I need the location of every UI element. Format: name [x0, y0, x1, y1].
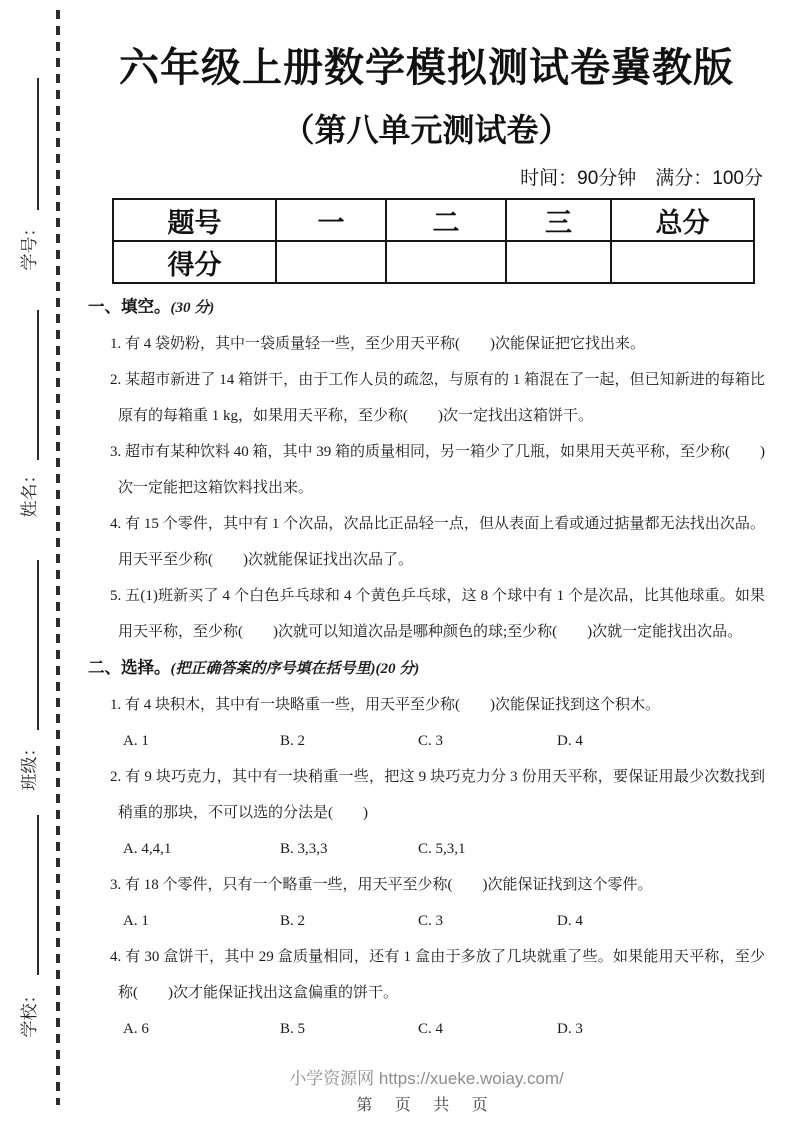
section-heading-label: 二、选择。 — [88, 659, 171, 677]
section-heading-note: (把正确答案的序号填在括号里)(20 分) — [170, 661, 420, 677]
question-text: 4. 有 30 盒饼干，其中 29 盒质量相同，还有 1 盒由于多放了几块就重了些。如果能用天平称，至少称( )次才能保证找出这盒偏重的饼干。 — [110, 949, 765, 1001]
option-item: A. 6 — [123, 1021, 149, 1037]
option-item: B. 3,3,3 — [280, 841, 328, 857]
label-class: 班级： — [19, 739, 39, 791]
question-text: 2. 某超市新进了 14 箱饼干，由于工作人员的疏忽，与原有的 1 箱混在了一起，但已知新进的每箱比原有的每箱重 1 kg，如果用天平称，至少称( )次一定找出这箱饼干。 — [110, 372, 765, 424]
score-table-header-cell: 题号 — [113, 199, 276, 241]
section-fill-blanks — [88, 289, 765, 650]
page-footer — [88, 1064, 765, 1115]
score-table-header-cell: 一 — [276, 199, 386, 241]
footer-page-info: 第 页 共 页 — [356, 1097, 497, 1114]
page-title: 六年级上册数学模拟测试卷冀教版 — [119, 46, 734, 90]
option-item: A. 4,4,1 — [123, 841, 172, 857]
option-item: B. 5 — [280, 1021, 306, 1037]
option-item: A. 1 — [123, 733, 149, 749]
choice-question — [88, 939, 765, 1047]
paper-content — [88, 0, 765, 1047]
score-cell — [276, 241, 386, 283]
binding-strip — [0, 0, 70, 1122]
question-text: 3. 有 18 个零件，只有一个略重一些，用天平至少称( )次能保证找到这个零件。 — [110, 877, 653, 893]
score-table — [112, 198, 755, 284]
score-table-score-row — [113, 241, 754, 283]
question-text: 5. 五(1)班新买了 4 个白色乒乓球和 4 个黄色乒乓球，这 8 个球中有 1 个是次品，比其他球重。如果用天平称，至少称( )次就可以知道次品是哪种颜色的球;至少称( )次就一定能找出次品。 — [110, 588, 765, 640]
option-item: C. 3 — [418, 913, 444, 929]
score-table-header-cell: 三 — [506, 199, 611, 241]
score-cell — [506, 241, 611, 283]
option-item: C. 3 — [418, 733, 444, 749]
options-row — [123, 723, 765, 759]
label-school: 学校： — [19, 986, 39, 1038]
score-cell — [611, 241, 754, 283]
score-cell — [386, 241, 506, 283]
binding-dashed-line — [56, 10, 60, 1105]
options-row — [123, 831, 765, 867]
score-table-header-cell: 二 — [386, 199, 506, 241]
option-item: D. 4 — [557, 913, 583, 929]
option-item: C. 4 — [418, 1021, 444, 1037]
score-table-header-row — [113, 199, 754, 241]
choice-question — [88, 867, 765, 939]
question-text: 1. 有 4 袋奶粉，其中一袋质量轻一些，至少用天平称( )次能保证把它找出来。 — [110, 336, 645, 352]
section-multiple-choice — [88, 650, 765, 1047]
student-number-fill-line — [37, 78, 39, 210]
question-text: 1. 有 4 块积木，其中有一块略重一些，用天平至少称( )次能保证找到这个积木。 — [110, 697, 660, 713]
name-fill-line — [37, 310, 39, 460]
exam-meta: 时间：90分钟 满分：100分 — [520, 168, 763, 189]
score-table-header-cell: 总分 — [611, 199, 754, 241]
section-heading-label: 一、填空。 — [88, 298, 171, 316]
score-row-label: 得分 — [113, 241, 276, 283]
option-item: D. 3 — [557, 1021, 583, 1037]
options-row — [123, 1011, 765, 1047]
section-heading — [88, 289, 765, 326]
section-heading-note: (30 分) — [170, 300, 215, 316]
options-row — [123, 903, 765, 939]
section-heading — [88, 650, 765, 687]
option-item: B. 2 — [280, 733, 306, 749]
option-item: D. 4 — [557, 733, 583, 749]
questions-area — [88, 289, 765, 1047]
option-item: B. 2 — [280, 913, 306, 929]
option-item: A. 1 — [123, 913, 149, 929]
option-item: C. 5,3,1 — [418, 841, 466, 857]
label-name: 姓名： — [19, 466, 39, 518]
class-fill-line — [37, 560, 39, 730]
choice-question — [88, 759, 765, 867]
choice-question — [88, 687, 765, 759]
question-text: 2. 有 9 块巧克力，其中有一块稍重一些，把这 9 块巧克力分 3 份用天平称，要保证用最少次数找到稍重的那块，不可以选的分法是( ) — [110, 769, 765, 821]
page-subtitle: （第八单元测试卷） — [282, 112, 571, 148]
question-text: 3. 超市有某种饮料 40 箱，其中 39 箱的质量相同，另一箱少了几瓶，如果用天英平称，至少称( )次一定能把这箱饮料找出来。 — [110, 444, 765, 496]
label-student-number: 学号： — [19, 219, 39, 271]
question-text: 4. 有 15 个零件，其中有 1 个次品，次品比正品轻一点，但从表面上看或通过掂量都无法找出次品。用天平至少称( )次就能保证找出次品了。 — [110, 516, 765, 568]
footer-source-text: 小学资源网 https://xueke.woiay.com/ — [289, 1069, 564, 1088]
school-fill-line — [37, 815, 39, 975]
